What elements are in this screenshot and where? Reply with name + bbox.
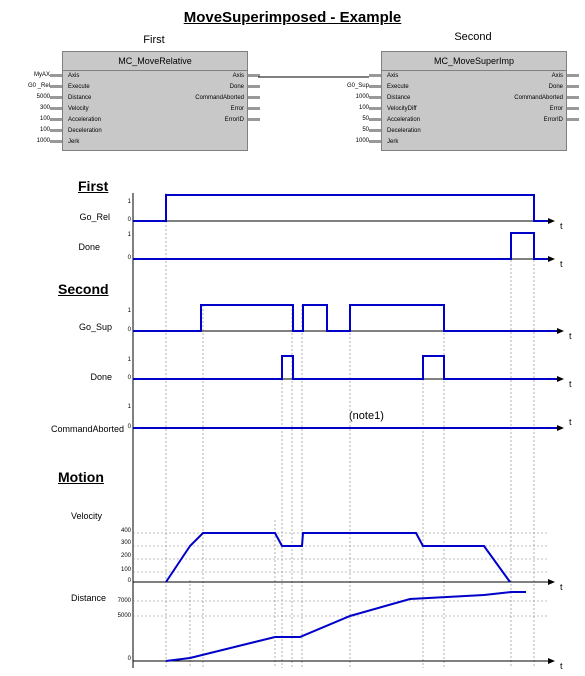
time-axis-label: t <box>560 259 563 269</box>
tick-label-1: 1 <box>127 404 131 410</box>
tick-label-0: 0 <box>127 424 131 430</box>
input-pin-label: Acceleration <box>387 117 421 123</box>
block-name: MC_MoveSuperImp <box>382 52 566 71</box>
input-value-label: 300 <box>39 105 50 111</box>
input-value-label: 100 <box>39 116 50 122</box>
time-axis-label: t <box>569 331 572 341</box>
distance-label: Distance <box>70 593 106 603</box>
go-sup-trace <box>133 305 557 331</box>
output-pin-label: CommandAborted <box>514 95 563 101</box>
go-rel-axis-arrow <box>548 218 555 224</box>
go-rel-trace <box>133 195 548 221</box>
input-pin-label: Execute <box>68 84 90 90</box>
go-sup-axis-arrow <box>557 328 564 334</box>
input-pin-label: Execute <box>387 84 409 90</box>
time-axis-label: t <box>569 417 572 427</box>
done-first-label: Done <box>78 242 100 252</box>
velocity-tick: 100 <box>120 567 131 573</box>
output-pin-label: Done <box>548 84 563 90</box>
output-pin-label: Error <box>230 106 244 112</box>
distance-tick: 5000 <box>117 613 131 619</box>
input-value-label: 50 <box>362 127 369 133</box>
tick-label-0: 0 <box>127 327 131 333</box>
distance-trace <box>166 592 526 661</box>
input-value-label: 5000 <box>36 94 50 100</box>
velocity-tick: 0 <box>127 578 131 584</box>
first-block-caption: First <box>143 34 165 46</box>
time-axis-label: t <box>560 221 563 231</box>
distance-axis-arrow <box>548 658 555 664</box>
velocity-label: Velocity <box>70 511 102 521</box>
input-value-label: G0 _Rel <box>27 83 50 89</box>
note1-annotation: (note1) <box>349 410 384 422</box>
block-name: MC_MoveRelative <box>63 52 247 71</box>
done-first-axis-arrow <box>548 256 555 262</box>
input-pin-label: Deceleration <box>387 128 421 134</box>
first-section-heading: First <box>78 178 109 194</box>
done-second-axis-arrow <box>557 376 564 382</box>
input-pin-label: Acceleration <box>68 117 102 123</box>
command-aborted-axis-arrow <box>557 425 564 431</box>
velocity-tick: 200 <box>120 553 131 559</box>
tick-label-1: 1 <box>127 308 131 314</box>
input-value-label: MyAX <box>33 72 50 78</box>
output-pin-label: CommandAborted <box>195 95 244 101</box>
tick-label-0: 0 <box>127 375 131 381</box>
command-aborted-label: CommandAborted <box>50 424 124 434</box>
output-pin-label: ErrorID <box>543 117 563 123</box>
input-pin-label: Jerk <box>387 139 399 145</box>
time-axis-label: t <box>560 661 563 671</box>
motion-section-heading: Motion <box>58 469 104 485</box>
input-pin-label: Jerk <box>68 139 80 145</box>
input-pin-label: Velocity <box>68 106 89 112</box>
input-pin-label: Deceleration <box>68 128 102 134</box>
done-first-trace <box>133 233 548 259</box>
tick-label-1: 1 <box>127 357 131 363</box>
time-axis-label: t <box>560 582 563 592</box>
second-block-caption: Second <box>454 31 492 43</box>
go-sup-label: Go_Sup <box>78 322 112 332</box>
input-pin-label: VelocityDiff <box>387 106 417 112</box>
tick-label-1: 1 <box>127 232 131 238</box>
go-rel-label: Go_Rel <box>79 212 110 222</box>
output-pin-label: Done <box>229 84 244 90</box>
distance-tick: 7000 <box>117 598 131 604</box>
input-value-label: 100 <box>358 105 369 111</box>
distance-tick: 0 <box>127 656 131 662</box>
input-pin-label: Distance <box>68 95 92 101</box>
output-pin-label: Axis <box>551 73 563 79</box>
velocity-trace <box>166 533 510 582</box>
diagram-title: MoveSuperimposed - Example <box>183 9 402 26</box>
velocity-tick: 400 <box>120 528 131 534</box>
input-pin-label: Axis <box>68 73 80 79</box>
tick-label-0: 0 <box>127 255 131 261</box>
done-second-label: Done <box>90 372 112 382</box>
velocity-axis-arrow <box>548 579 555 585</box>
input-pin-label: Axis <box>387 73 399 79</box>
output-pin-label: Error <box>549 106 563 112</box>
input-value-label: 1000 <box>355 94 369 100</box>
tick-label-0: 0 <box>127 217 131 223</box>
tick-label-1: 1 <box>127 199 131 205</box>
input-value-label: 100 <box>39 127 50 133</box>
second-section-heading: Second <box>58 281 109 297</box>
input-value-label: 1000 <box>36 138 50 144</box>
done-second-trace <box>133 356 557 379</box>
input-value-label: 1000 <box>355 138 369 144</box>
velocity-tick: 300 <box>120 540 131 546</box>
input-value-label: 50 <box>362 116 369 122</box>
time-axis-label: t <box>569 379 572 389</box>
input-pin-label: Distance <box>387 95 411 101</box>
output-pin-label: ErrorID <box>224 117 244 123</box>
input-value-label: G0_Sup <box>346 83 369 89</box>
output-pin-label: Axis <box>232 73 244 79</box>
